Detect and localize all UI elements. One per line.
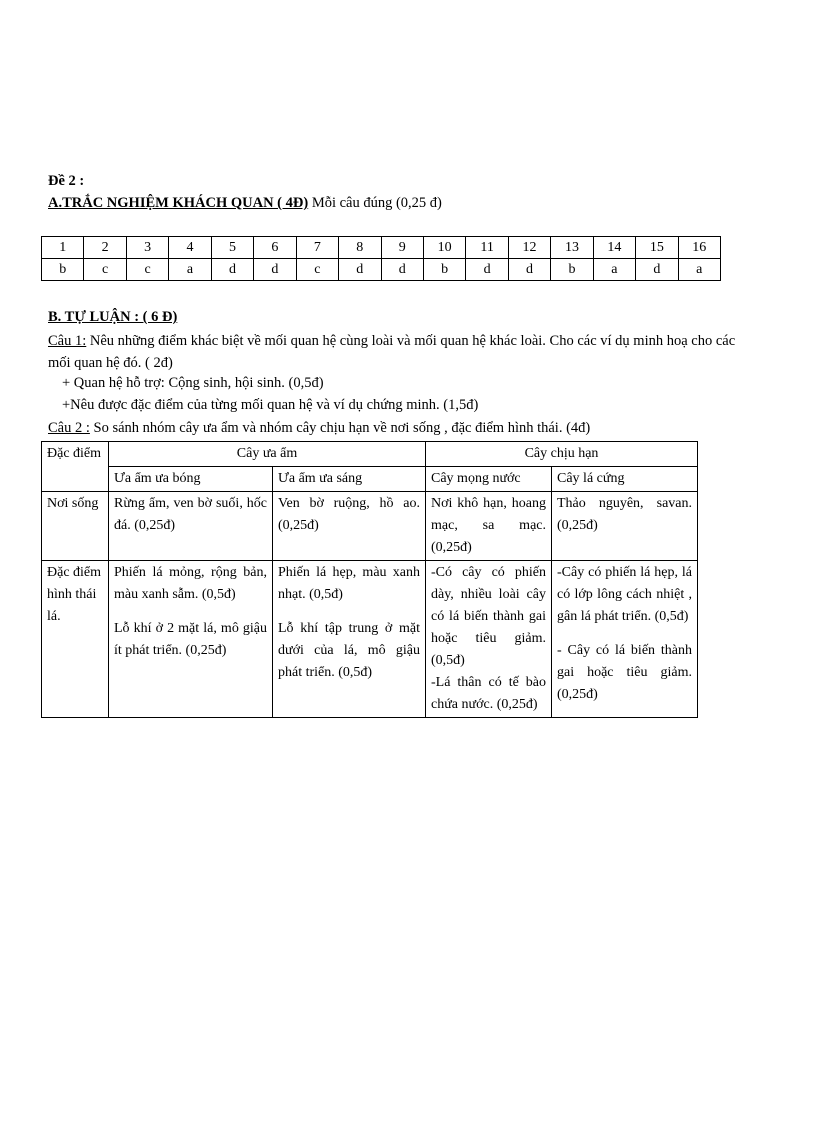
question-2-label: Câu 2 : [48, 420, 90, 436]
morphology-shade-leaf: Phiến lá mỏng, rộng bản, màu xanh sẫm. (0,5đ) [114, 565, 267, 602]
answer-cell: b [423, 259, 465, 281]
answer-cell: a [678, 259, 720, 281]
table-header-row [42, 442, 698, 467]
question-number-cell: 5 [211, 237, 253, 259]
section-a-title: A.TRẮC NGHIỆM KHÁCH QUAN ( 4Đ) [48, 195, 309, 211]
question-number-cell: 2 [84, 237, 126, 259]
subheader-succulent: Cây mọng nước [426, 467, 552, 492]
question-number-cell: 6 [254, 237, 296, 259]
question-1-bullet: + Quan hệ hỗ trợ: Cộng sinh, hội sinh. (0,5đ) [62, 375, 324, 391]
table-subheader-row [42, 467, 698, 492]
answer-cell: a [169, 259, 211, 281]
subheader-shade: Ưa ẩm ưa bóng [109, 467, 273, 492]
question-number-cell: 15 [636, 237, 678, 259]
table-row-habitat [42, 492, 698, 561]
question-number-cell: 14 [593, 237, 635, 259]
morphology-shade [109, 561, 273, 718]
answer-cell: d [381, 259, 423, 281]
answer-cell: c [84, 259, 126, 281]
morphology-succulent-leaf: -Có cây có phiến dày, nhiều loài cây có lá biến thành gai hoặc tiêu giảm. (0,5đ) [431, 565, 546, 668]
answer-cell: d [636, 259, 678, 281]
question-2 [48, 420, 590, 437]
answer-cell: d [508, 259, 550, 281]
morphology-hardleaf-spines: - Cây có lá biến thành gai hoặc tiêu giảm. (0,25đ) [557, 643, 692, 702]
answer-cell: d [339, 259, 381, 281]
morphology-sun [273, 561, 426, 718]
group-header-moist: Cây ưa ẩm [109, 442, 426, 467]
question-2-text: So sánh nhóm cây ưa ẩm và nhóm cây chịu hạn về nơi sống , đặc điểm hình thái. (4đ) [89, 420, 591, 436]
question-1-label: Câu 1: [48, 333, 87, 349]
morphology-succulent-stem: -Lá thân có tế bào chứa nước. (0,25đ) [431, 675, 546, 712]
question-number-cell: 13 [551, 237, 593, 259]
answer-cell: d [466, 259, 508, 281]
answer-cell: b [551, 259, 593, 281]
morphology-sun-leaf: Phiến lá hẹp, màu xanh nhạt. (0,5đ) [278, 565, 420, 602]
morphology-sun-stomata: Lỗ khí tập trung ở mặt dưới của lá, mô giậu phát triển. (0,5đ) [278, 621, 420, 680]
morphology-succulent [426, 561, 552, 718]
habitat-sun: Ven bờ ruộng, hồ ao. (0,25đ) [273, 492, 426, 561]
habitat-hardleaf: Thảo nguyên, savan. (0,25đ) [552, 492, 698, 561]
group-header-drought: Cây chịu hạn [426, 442, 698, 467]
section-b-heading: B. TỰ LUẬN : ( 6 Đ) [48, 309, 178, 325]
row-label-morphology: Đặc điểm hình thái lá. [42, 561, 109, 718]
question-number-cell: 10 [423, 237, 465, 259]
answer-row [42, 259, 721, 281]
morphology-shade-stomata: Lỗ khí ở 2 mặt lá, mô giậu ít phát triển. (0,25đ) [114, 621, 267, 658]
question-number-cell: 1 [42, 237, 84, 259]
answer-cell: c [126, 259, 168, 281]
habitat-shade: Rừng ẩm, ven bờ suối, hốc đá. (0,25đ) [109, 492, 273, 561]
question-number-cell: 3 [126, 237, 168, 259]
subheader-hardleaf: Cây lá cứng [552, 467, 698, 492]
question-1-text: Nêu những điểm khác biệt về mối quan hệ cùng loài và mối quan hệ khác loài. Cho các ví dụ minh hoạ cho các mối quan hệ đó. ( 2đ) [48, 333, 736, 371]
exam-title: Đề 2 : [48, 173, 85, 189]
row-label-habitat: Nơi sống [42, 492, 109, 561]
section-a-note: Mỗi câu đúng (0,25 đ) [308, 195, 442, 211]
answer-cell: c [296, 259, 338, 281]
morphology-hardleaf-leaf: -Cây có phiến lá hẹp, lá có lớp lông cách nhiệt , gân lá phát triển. (0,5đ) [557, 565, 692, 624]
question-number-row [42, 237, 721, 259]
feature-header: Đặc điểm [42, 442, 109, 492]
answer-cell: b [42, 259, 84, 281]
question-number-cell: 12 [508, 237, 550, 259]
habitat-succulent: Nơi khô hạn, hoang mạc, sa mạc. (0,25đ) [426, 492, 552, 561]
question-1-bullet: +Nêu được đặc điểm của từng mối quan hệ và ví dụ chứng minh. (1,5đ) [62, 397, 479, 413]
question-number-cell: 7 [296, 237, 338, 259]
answer-cell: a [593, 259, 635, 281]
question-number-cell: 9 [381, 237, 423, 259]
question-number-cell: 11 [466, 237, 508, 259]
question-number-cell: 16 [678, 237, 720, 259]
comparison-table [41, 441, 698, 718]
section-a-heading [48, 195, 442, 212]
table-row-morphology [42, 561, 698, 718]
answer-cell: d [211, 259, 253, 281]
answer-key-table [41, 236, 721, 281]
question-number-cell: 4 [169, 237, 211, 259]
morphology-hardleaf [552, 561, 698, 718]
subheader-sun: Ưa ẩm ưa sáng [273, 467, 426, 492]
answer-cell: d [254, 259, 296, 281]
question-number-cell: 8 [339, 237, 381, 259]
question-1 [48, 330, 748, 374]
